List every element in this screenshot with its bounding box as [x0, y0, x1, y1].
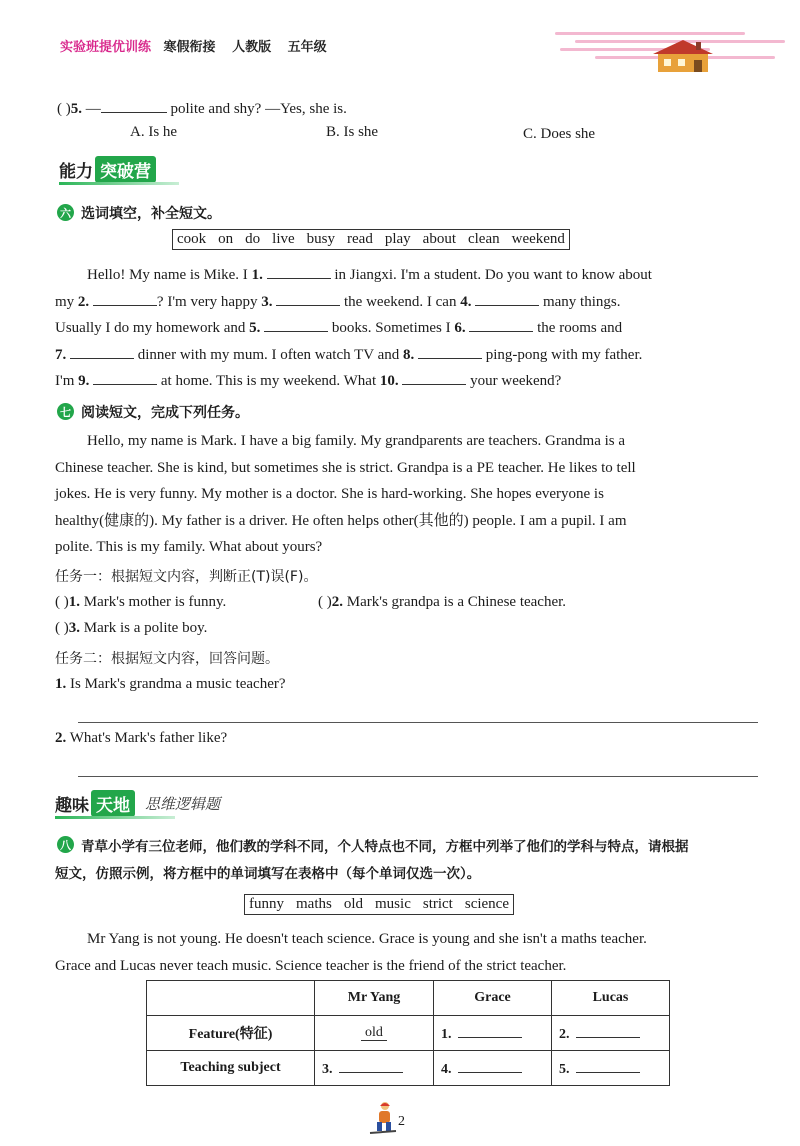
word-bank-8: [244, 894, 514, 915]
passage-line: Grace and Lucas never teach music. Science teacher is the friend of the strict teacher.: [55, 957, 567, 974]
section-title-text: 趣味: [55, 796, 89, 816]
passage-line: Hello, my name is Mark. I have a big family. My grandparents are teachers. Grandma is a: [87, 433, 626, 449]
question-dash: —: [85, 101, 101, 117]
answer-blank[interactable]: [101, 98, 167, 113]
answer-cell[interactable]: 5.: [552, 1051, 670, 1086]
answer-blank[interactable]: [458, 1058, 522, 1073]
answer-blank[interactable]: [418, 344, 482, 359]
answer-cell[interactable]: 1.: [434, 1016, 552, 1051]
question-7-title: 阅读短文，完成下列任务。: [81, 405, 249, 421]
word-option: on: [218, 231, 234, 247]
passage-line: healthy(健康的). My father is a driver. He often helps other(其他的) people. I am a pupil. I am: [55, 512, 627, 529]
answer-blank[interactable]: [458, 1023, 522, 1038]
section-title-fun: [55, 790, 220, 817]
section-underline: [59, 182, 179, 185]
word-option: old: [343, 896, 364, 912]
passage-line: jokes. He is very funny. My mother is a doctor. She is hard-working. She hopes everyone is: [55, 486, 604, 502]
row-label: Teaching subject: [147, 1051, 315, 1086]
word-option: busy: [306, 231, 336, 247]
row-label: Feature(特征): [147, 1016, 315, 1051]
answer-line[interactable]: [78, 776, 758, 777]
answer-paren[interactable]: ( ): [55, 594, 69, 610]
table-row: [147, 1051, 670, 1086]
answer-blank[interactable]: [339, 1058, 403, 1073]
word-option: cook: [177, 231, 207, 247]
question-6-badge: 六: [57, 204, 74, 221]
tf-item: ( )1. Mark's mother is funny.: [55, 594, 227, 610]
cloze-line: 7. dinner with my mum. I often watch TV and 8. ping-pong with my father.: [55, 342, 765, 369]
task-1-title: 任务一：根据短文内容，判断正(T)误(F)。: [55, 569, 318, 585]
word-option: play: [384, 231, 411, 247]
cloze-line: Hello! My name is Mike. I 1. in Jiangxi. I'm a student. Do you want to know about: [55, 262, 765, 289]
tf-item: ( )3. Mark is a polite boy.: [55, 620, 208, 636]
qa-item: 1. Is Mark's grandma a music teacher?: [55, 676, 286, 692]
cloze-passage: [55, 262, 765, 395]
answer-blank[interactable]: [264, 317, 328, 332]
answer-blank[interactable]: [475, 291, 539, 306]
logic-passage: [55, 926, 765, 979]
word-option: maths: [296, 896, 332, 912]
word-option: about: [422, 231, 456, 247]
word-option: strict: [422, 896, 453, 912]
header-brand: 实验班提优训练: [60, 40, 152, 55]
question-8-title-line2: 短文，仿照示例，将方框中的单词填写在表格中（每个单词仅选一次）。: [55, 866, 481, 882]
example-cell: [315, 1016, 434, 1051]
answer-blank[interactable]: [576, 1023, 640, 1038]
word-option: funny: [249, 896, 284, 912]
answer-blank[interactable]: [576, 1058, 640, 1073]
answer-blank[interactable]: [402, 370, 466, 385]
answer-blank[interactable]: [276, 291, 340, 306]
word-bank-6: [172, 229, 570, 250]
qa-item: 2. What's Mark's father like?: [55, 730, 228, 746]
question-8-badge: 八: [57, 836, 74, 853]
header-title: [60, 36, 339, 55]
table-header: Mr Yang: [315, 981, 434, 1016]
teacher-table: [146, 980, 670, 1086]
word-option: live: [272, 231, 295, 247]
header-tag: 人教版: [232, 40, 272, 55]
table-header: [147, 981, 315, 1016]
question-6-title: 选词填空，补全短文。: [81, 206, 221, 222]
cloze-line: my 2. ? I'm very happy 3. the weekend. I can 4. many things.: [55, 289, 765, 316]
question-number: 5.: [70, 101, 82, 117]
answer-paren[interactable]: ( ): [55, 620, 69, 636]
word-option: science: [464, 896, 509, 912]
word-option: do: [245, 231, 261, 247]
header-tag: 寒假衔接: [163, 40, 216, 55]
question-8-title-line1: 青草小学有三位老师，他们教的学科不同，个人特点也不同，方框中列举了他们的学科与特点，请根据: [81, 839, 689, 855]
word-option: read: [347, 231, 373, 247]
word-option: weekend: [511, 231, 565, 247]
cloze-line: Usually I do my homework and 5. books. Sometimes I 6. the rooms and: [55, 315, 765, 342]
question-7-badge: 七: [57, 403, 74, 420]
passage-line: polite. This is my family. What about yours?: [55, 539, 323, 555]
example-answer: old: [361, 1025, 387, 1041]
answer-blank[interactable]: [93, 370, 157, 385]
tf-item: ( )2. Mark's grandpa is a Chinese teacher.: [318, 594, 567, 610]
option-a[interactable]: A. Is he: [130, 124, 178, 140]
word-option: music: [375, 896, 411, 912]
answer-blank[interactable]: [267, 264, 331, 279]
answer-blank[interactable]: [469, 317, 533, 332]
page-number: 2: [398, 1114, 405, 1129]
header-tag: 五年级: [287, 40, 327, 55]
section-title-ability: [59, 156, 156, 183]
table-header-row: [147, 981, 670, 1016]
question-5: [57, 98, 347, 118]
answer-cell[interactable]: 4.: [434, 1051, 552, 1086]
question-text: polite and shy? —Yes, she is.: [170, 101, 347, 117]
house-icon: [648, 38, 718, 74]
table-header: Lucas: [552, 981, 670, 1016]
word-option: clean: [467, 231, 500, 247]
answer-paren[interactable]: ( ): [57, 101, 71, 117]
passage-line: Chinese teacher. She is kind, but sometimes she is strict. Grandpa is a PE teacher. He likes to tell: [55, 459, 636, 476]
section-title-badge: 突破营: [95, 156, 156, 183]
option-c[interactable]: C. Does she: [523, 126, 596, 142]
section-title-text: 能力: [59, 162, 93, 182]
answer-blank[interactable]: [70, 344, 134, 359]
cloze-line: I'm 9. at home. This is my weekend. What 10. your weekend?: [55, 368, 765, 395]
task-2-title: 任务二：根据短文内容，回答问题。: [55, 651, 279, 667]
table-row: [147, 1016, 670, 1051]
answer-paren[interactable]: ( ): [318, 594, 332, 610]
answer-line[interactable]: [78, 722, 758, 723]
passage-line: Mr Yang is not young. He doesn't teach science. Grace is young and she isn't a maths teacher.: [87, 931, 647, 947]
section-title-badge: 天地: [91, 790, 135, 817]
answer-blank[interactable]: [93, 291, 157, 306]
option-b[interactable]: B. Is she: [326, 124, 379, 140]
skier-icon: [368, 1100, 398, 1136]
table-header: Grace: [434, 981, 552, 1016]
answer-cell[interactable]: 3.: [315, 1051, 434, 1086]
reading-passage: [55, 428, 765, 561]
section-subtitle: 思维逻辑题: [145, 795, 221, 813]
section-underline: [55, 816, 175, 819]
answer-cell[interactable]: 2.: [552, 1016, 670, 1051]
